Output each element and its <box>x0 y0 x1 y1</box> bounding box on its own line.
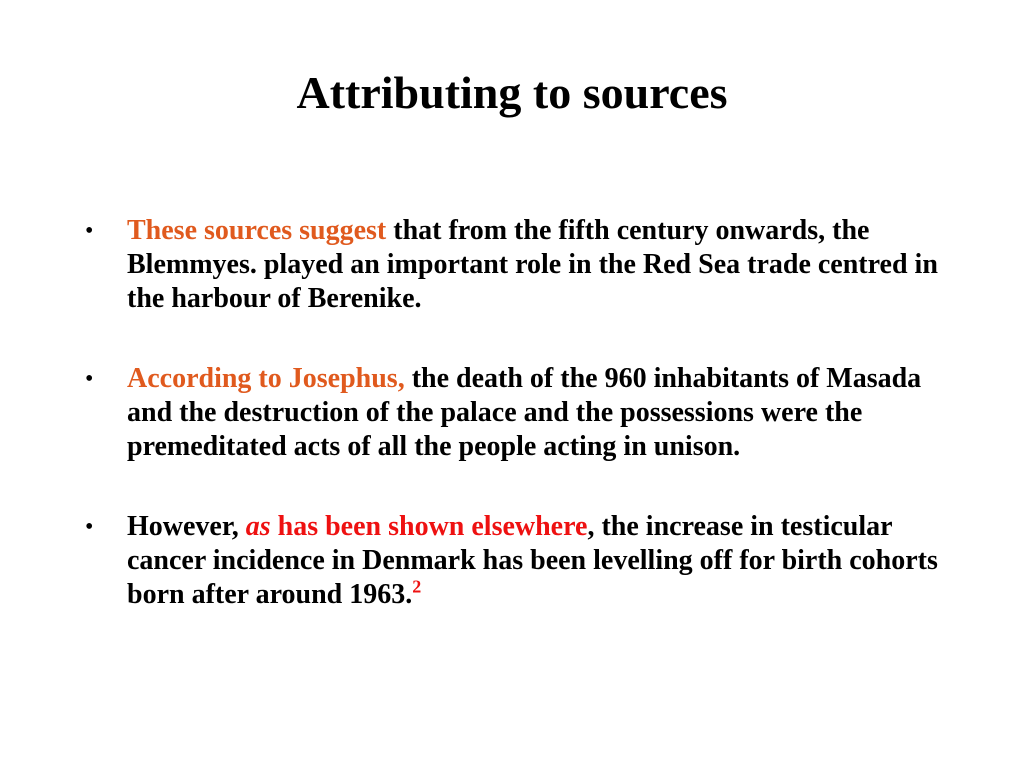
bullet-text: , the increase in testicular cancer incidence in Denmark has been levelling off for birth cohorts born after around 1963. <box>127 511 938 610</box>
bullet-text: the death of the 960 inhabitants of Masada and the destruction of the palace and the possessions were the premeditated acts of all the people acting in unison. <box>127 363 922 462</box>
bullet-marker: • <box>85 218 94 244</box>
bullet-item-josephus <box>85 362 965 464</box>
attribution-phrase: According to Josephus, <box>127 363 405 394</box>
bullet-item-shown-elsewhere <box>85 510 965 612</box>
attribution-italic-word: as <box>245 511 271 542</box>
attribution-phrase: has been shown elsewhere <box>270 511 588 542</box>
attribution-phrase: These sources suggest <box>127 215 387 246</box>
bullet-text: that from the fifth century onwards, the Blemmyes. played an important role in the Red Sea trade centred in the harbour of Berenike. <box>127 215 938 314</box>
bullet-prefix: However, <box>127 511 246 542</box>
footnote-marker[interactable]: 2 <box>412 576 422 597</box>
bullet-item-sources-suggest <box>85 214 965 316</box>
bullet-list <box>85 214 965 612</box>
slide-title: Attributing to sources <box>296 67 728 118</box>
bullet-marker: • <box>85 366 94 392</box>
bullet-marker: • <box>85 514 94 540</box>
